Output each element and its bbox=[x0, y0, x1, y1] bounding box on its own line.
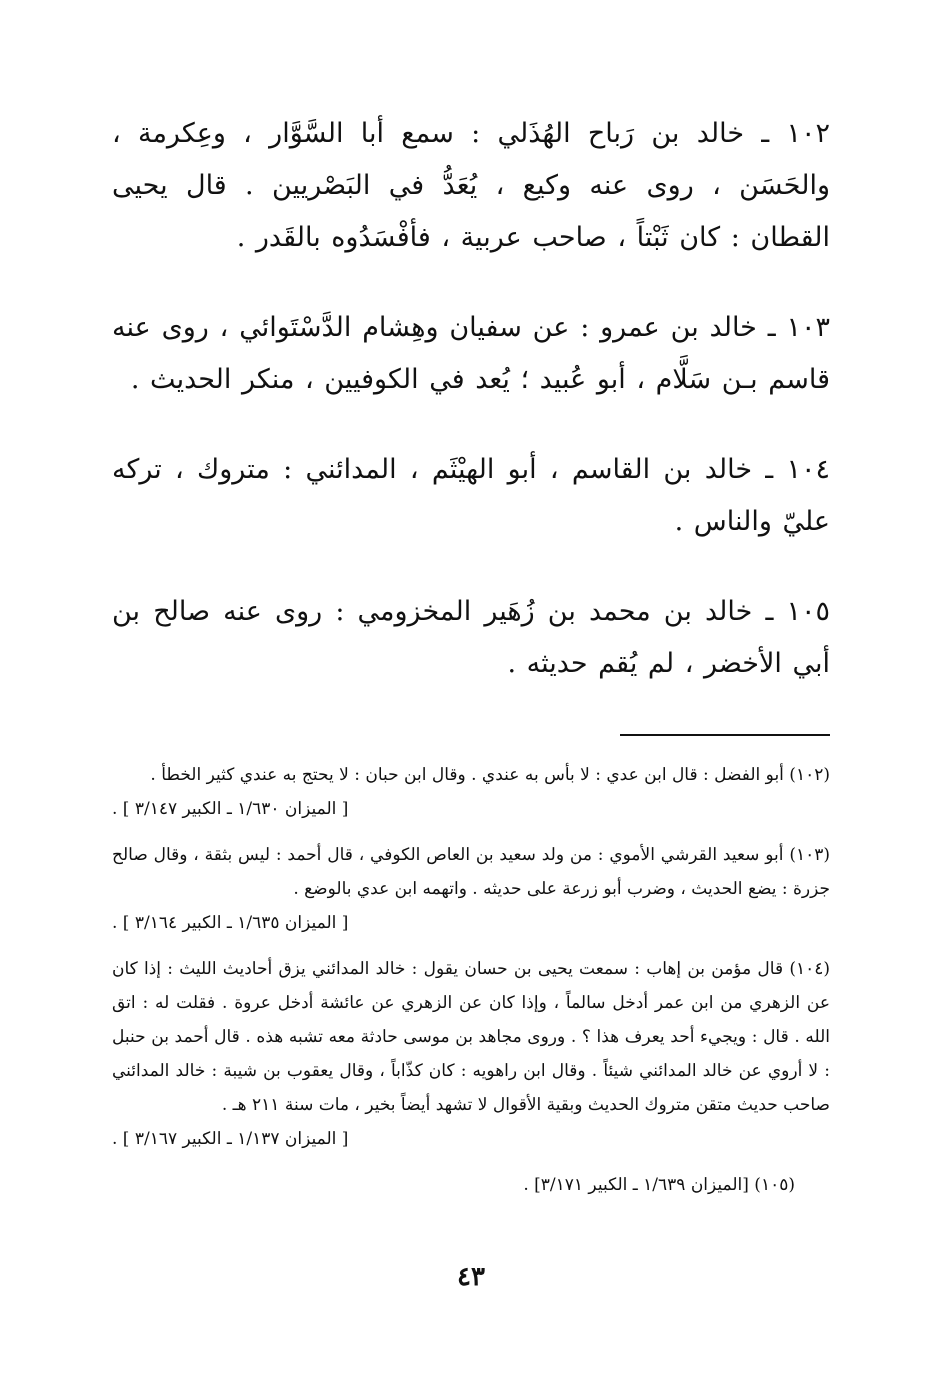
footnote-text: (١٠٥) [الميزان ١/٦٣٩ ـ الكبير ٣/١٧١] . bbox=[523, 1175, 795, 1195]
footnote-reference: [ الميزان ١/٦٣٠ ـ الكبير ٣/١٤٧ ] . bbox=[112, 799, 349, 819]
entry-103: ١٠٣ ـ خالد بن عمرو : عن سفيان وهِشام الدَّسْتَوائي ، روى عنه قاسم بـن سَلَّام ، أبو عُبيد ؛ يُعد في الكوفيين ، منكر الحديث . bbox=[112, 312, 830, 395]
footnote-separator bbox=[620, 734, 830, 736]
entry-105: ١٠٥ ـ خالد بن محمد بن زُهَير المخزومي : روى عنه صالح بن أبي الأخضر ، لم يُقم حديثه . bbox=[112, 596, 830, 679]
footnote-text: (١٠٢) أبو الفضل : قال ابن عدي : لا بأس به عندي . وقال ابن حبان : لا يحتج به عندي كثير الخطأ . bbox=[150, 765, 830, 785]
footnotes bbox=[112, 758, 830, 1202]
footnote-text: (١٠٤) قال مؤمن بن إهاب : سمعت يحيى بن حسان يقول : خالد المدائني يزق أحاديث الليث : إذا كان عن الزهري من ابن عمر أدخل سالماً ، وإذا كان عن الزهري عن عائشة أدخل عروة . فقلت له : اتق الله . قال : ويجيء أحد يعرف هذا ؟ . وروى مجاهد بن موسى حادثة معه تشبه هذه . قال أحمد بن حنبل : لا أروي عن خالد المدائني شيئاً . وقال ابن راهويه : كان كذّاباً ، وقال يعقوب بن شيبة : خالد المدائني صاحب حديث متقن متروك الحديث وبقية الأقوال لا تشهد أيضاً بخير ، مات سنة ٢١١ هـ . bbox=[112, 959, 830, 1115]
footnote-102 bbox=[112, 758, 830, 826]
footnote-104 bbox=[112, 952, 830, 1156]
footnote-105 bbox=[112, 1168, 830, 1202]
main-entries bbox=[112, 108, 830, 690]
page-number: ٤٣ bbox=[457, 1262, 485, 1292]
footnote-reference: [ الميزان ١/١٣٧ ـ الكبير ٣/١٦٧ ] . bbox=[112, 1129, 349, 1149]
entry-104: ١٠٤ ـ خالد بن القاسم ، أبو الهيْثَم ، المدائني : متروك ، تركه عليّ والناس . bbox=[112, 454, 830, 537]
footnote-reference: [ الميزان ١/٦٣٥ ـ الكبير ٣/١٦٤ ] . bbox=[112, 913, 349, 933]
footnote-text: (١٠٣) أبو سعيد القرشي الأموي : من ولد سعيد بن العاص الكوفي ، قال أحمد : ليس بثقة ، وقال صالح جزرة : يضع الحديث ، وضرب أبو زرعة على حديثه . واتهمه ابن عدي بالوضع . bbox=[112, 845, 830, 899]
footnote-103 bbox=[112, 838, 830, 940]
entry-102: ١٠٢ ـ خالد بن رَباح الهُذَلي : سمع أبا السَّوَّار ، وعِكرمة ، والحَسَن ، روى عنه وكيع ، يُعَدُّ في البَصْريين . قال يحيى القطان : كان ثَبْتاً ، صاحب عربية ، فأفْسَدُوه بالقَدر . bbox=[112, 118, 830, 253]
